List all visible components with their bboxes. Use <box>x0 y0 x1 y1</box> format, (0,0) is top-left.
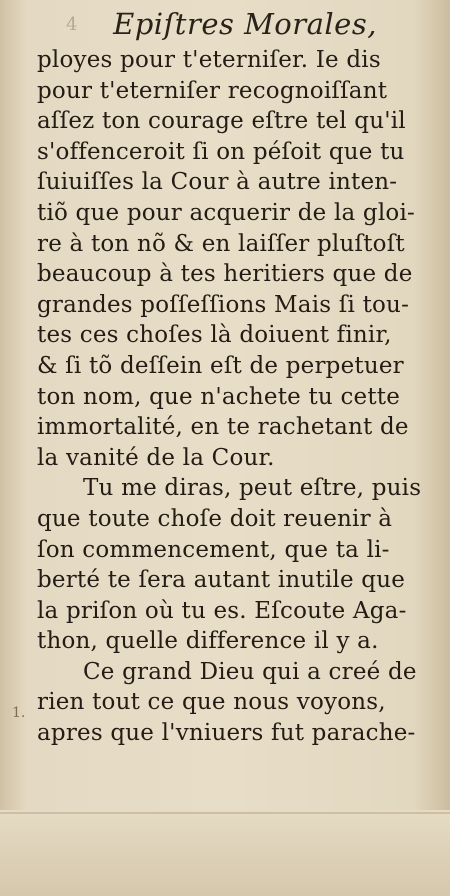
blank-page-area <box>0 810 450 896</box>
text-line: aſſez ton courage eſtre tel qu'il <box>37 108 406 135</box>
text-line: pour t'eterniſer recognoiſſant <box>37 77 388 104</box>
text-line: s'offenceroit ſi on péſoit que tu <box>37 138 405 165</box>
text-line: ſuiuiſſes la Cour à autre inten- <box>37 169 398 196</box>
text-line: ployes pour t'eterniſer. Ie dis <box>37 47 381 73</box>
page-fold-line <box>0 812 450 814</box>
running-head <box>0 4 450 44</box>
text-line: re à ton nõ & en laiſſer pluſtoſt <box>37 230 405 257</box>
margin-note: 1. <box>12 705 26 721</box>
running-head-title: Epiſtres Morales, <box>113 7 377 41</box>
text-line: la vanité de la Cour. <box>37 444 275 471</box>
text-line: ton nom, que n'achete tu cette <box>37 383 401 410</box>
text-line: tiõ que pour acquerir de la gloi- <box>37 199 415 226</box>
text-line: grandes poſſeſſions Mais ſi tou- <box>37 291 410 318</box>
text-line: beaucoup à tes heritiers que de <box>37 261 413 288</box>
paragraph-start-line: Tu me diras, peut eſtre, puis <box>83 475 422 502</box>
text-line: ſon commencement, que ta li- <box>37 536 390 563</box>
text-line: que toute choſe doit reuenir à <box>37 505 393 532</box>
text-line: la priſon où tu es. Eſcoute Aga- <box>37 597 407 624</box>
folio-mark: 4 <box>66 14 78 35</box>
text-line: tes ces choſes là doiuent finir, <box>37 322 392 349</box>
text-line: apres que l'vniuers fut parache- <box>37 720 416 747</box>
text-line: rien tout ce que nous voyons, <box>37 689 386 716</box>
body-text <box>37 45 422 749</box>
text-line: berté te ſera autant inutile que <box>37 567 406 594</box>
text-line: thon, quelle difference il y a. <box>37 628 379 655</box>
text-line: immortalité, en te rachetant de <box>37 414 409 441</box>
text-line: & ſi tõ deſſein eſt de perpetuer <box>37 352 404 379</box>
paragraph-start-line: Ce grand Dieu qui a creé de <box>83 658 417 685</box>
